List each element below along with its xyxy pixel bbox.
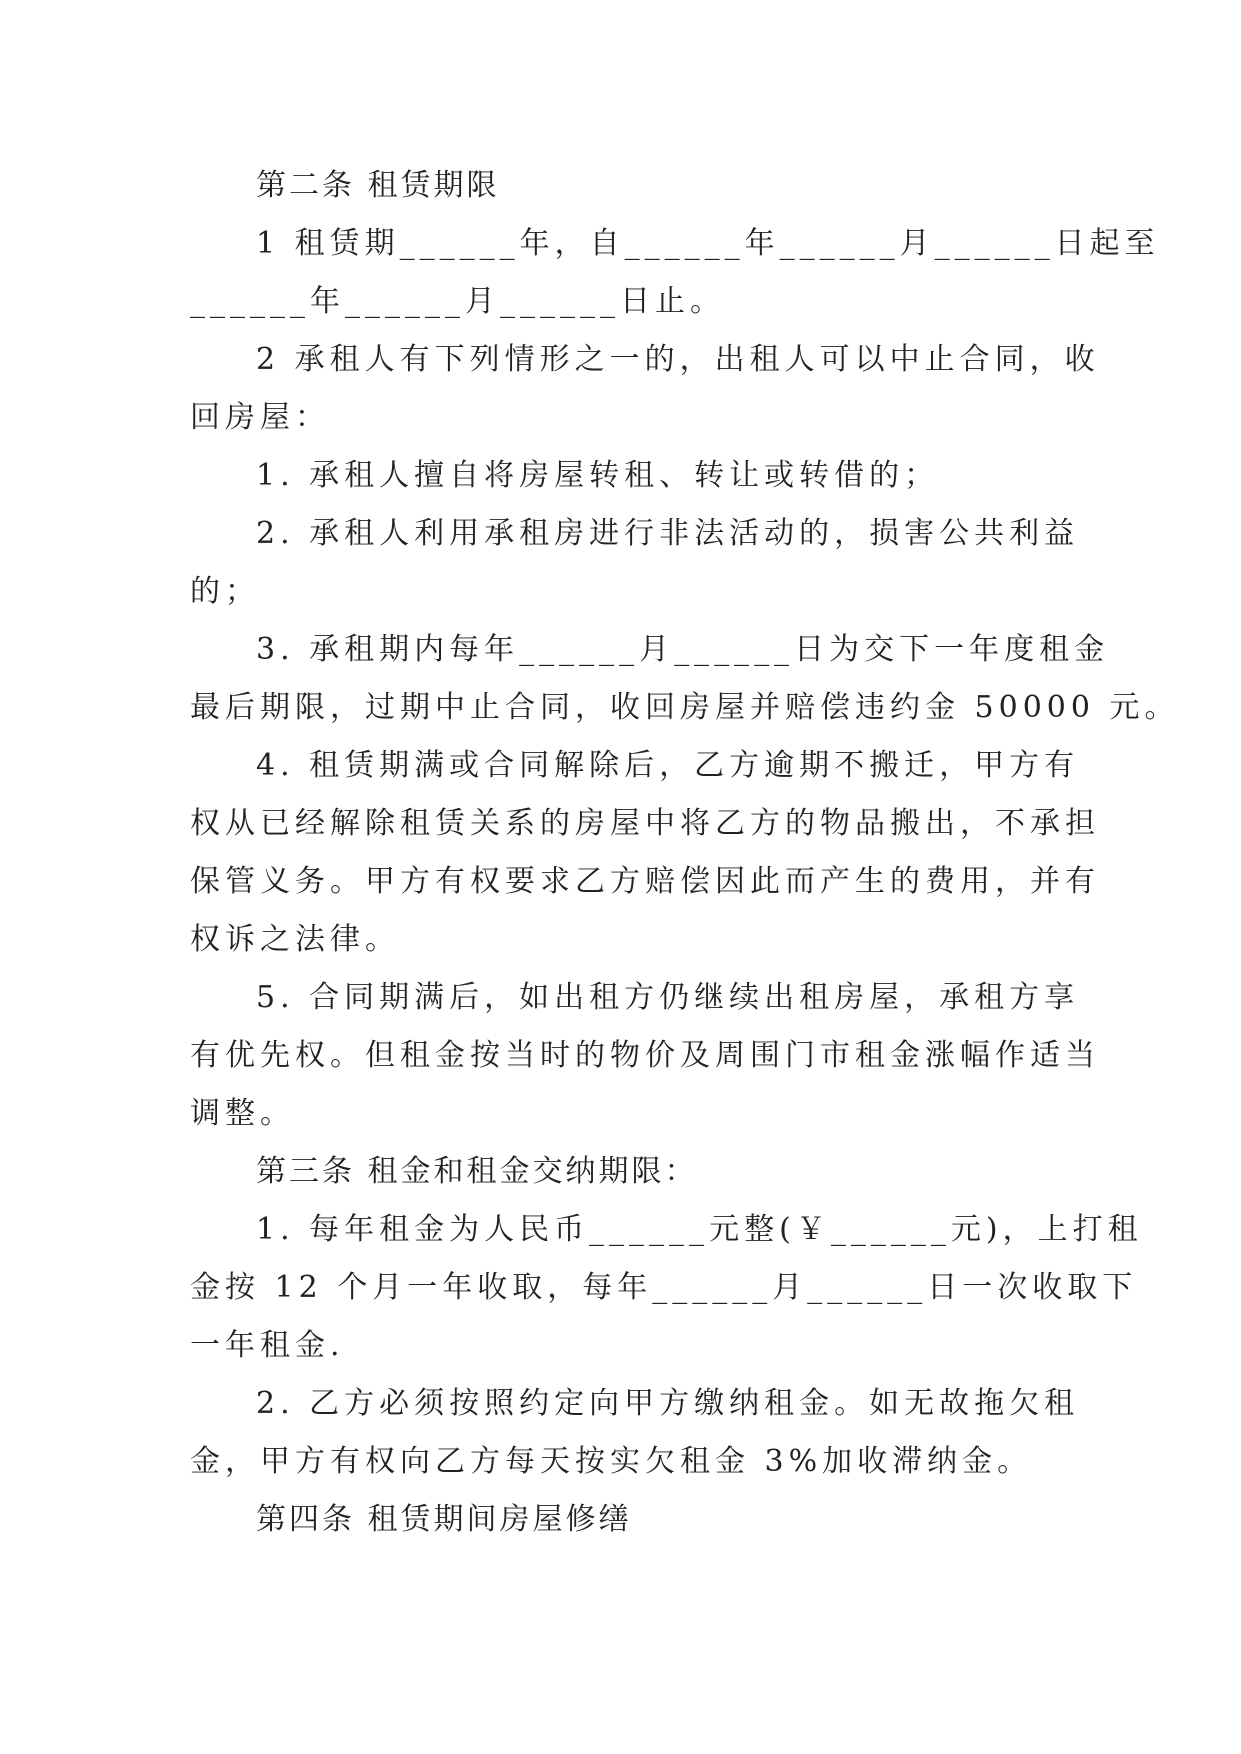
lease-term-clause-cont: ______年______月______日止。 bbox=[190, 284, 725, 319]
termination-item-3: 3. 承租期内每年______月______日为交下一年度租金 bbox=[256, 632, 1110, 667]
termination-item-2-cont: 的； bbox=[190, 574, 260, 609]
lease-term-clause: 1 租赁期______年，自______年______月______日起至 bbox=[256, 226, 1160, 261]
rent-item-1-cont-2: 一年租金. bbox=[190, 1328, 345, 1363]
termination-item-4: 4. 租赁期满或合同解除后，乙方逾期不搬迁，甲方有 bbox=[256, 748, 1080, 783]
rent-item-1-cont-1: 金按 12 个月一年收取，每年______月______日一次收取下 bbox=[190, 1270, 1138, 1305]
article-2-heading: 第二条 租赁期限 bbox=[256, 168, 500, 203]
document-page bbox=[190, 157, 1180, 1549]
termination-item-1: 1. 承租人擅自将房屋转租、转让或转借的； bbox=[256, 458, 940, 493]
termination-item-3-cont: 最后期限，过期中止合同，收回房屋并赔偿违约金 50000 元。 bbox=[190, 690, 1180, 725]
rent-item-2: 2. 乙方必须按照约定向甲方缴纳租金。如无故拖欠租 bbox=[256, 1386, 1080, 1421]
termination-item-4-cont-3: 权诉之法律。 bbox=[190, 922, 400, 957]
article-3-heading: 第三条 租金和租金交纳期限： bbox=[256, 1154, 698, 1189]
termination-item-2: 2. 承租人利用承租房进行非法活动的，损害公共利益 bbox=[256, 516, 1080, 551]
termination-item-4-cont-2: 保管义务。甲方有权要求乙方赔偿因此而产生的费用，并有 bbox=[190, 864, 1100, 899]
renewal-item-5-cont-1: 有优先权。但租金按当时的物价及周围门市租金涨幅作适当 bbox=[190, 1038, 1100, 1073]
article-4-heading: 第四条 租赁期间房屋修缮 bbox=[256, 1502, 632, 1537]
termination-item-4-cont-1: 权从已经解除租赁关系的房屋中将乙方的物品搬出，不承担 bbox=[190, 806, 1100, 841]
renewal-item-5: 5. 合同期满后，如出租方仍继续出租房屋，承租方享 bbox=[256, 980, 1080, 1015]
termination-clause: 2 承租人有下列情形之一的，出租人可以中止合同，收 bbox=[256, 342, 1100, 377]
renewal-item-5-cont-2: 调整。 bbox=[190, 1096, 295, 1131]
rent-item-1: 1. 每年租金为人民币______元整(￥______元)，上打租 bbox=[256, 1212, 1143, 1247]
rent-item-2-cont: 金，甲方有权向乙方每天按实欠租金 3%加收滞纳金。 bbox=[190, 1444, 1033, 1479]
termination-clause-cont: 回房屋： bbox=[190, 400, 330, 435]
